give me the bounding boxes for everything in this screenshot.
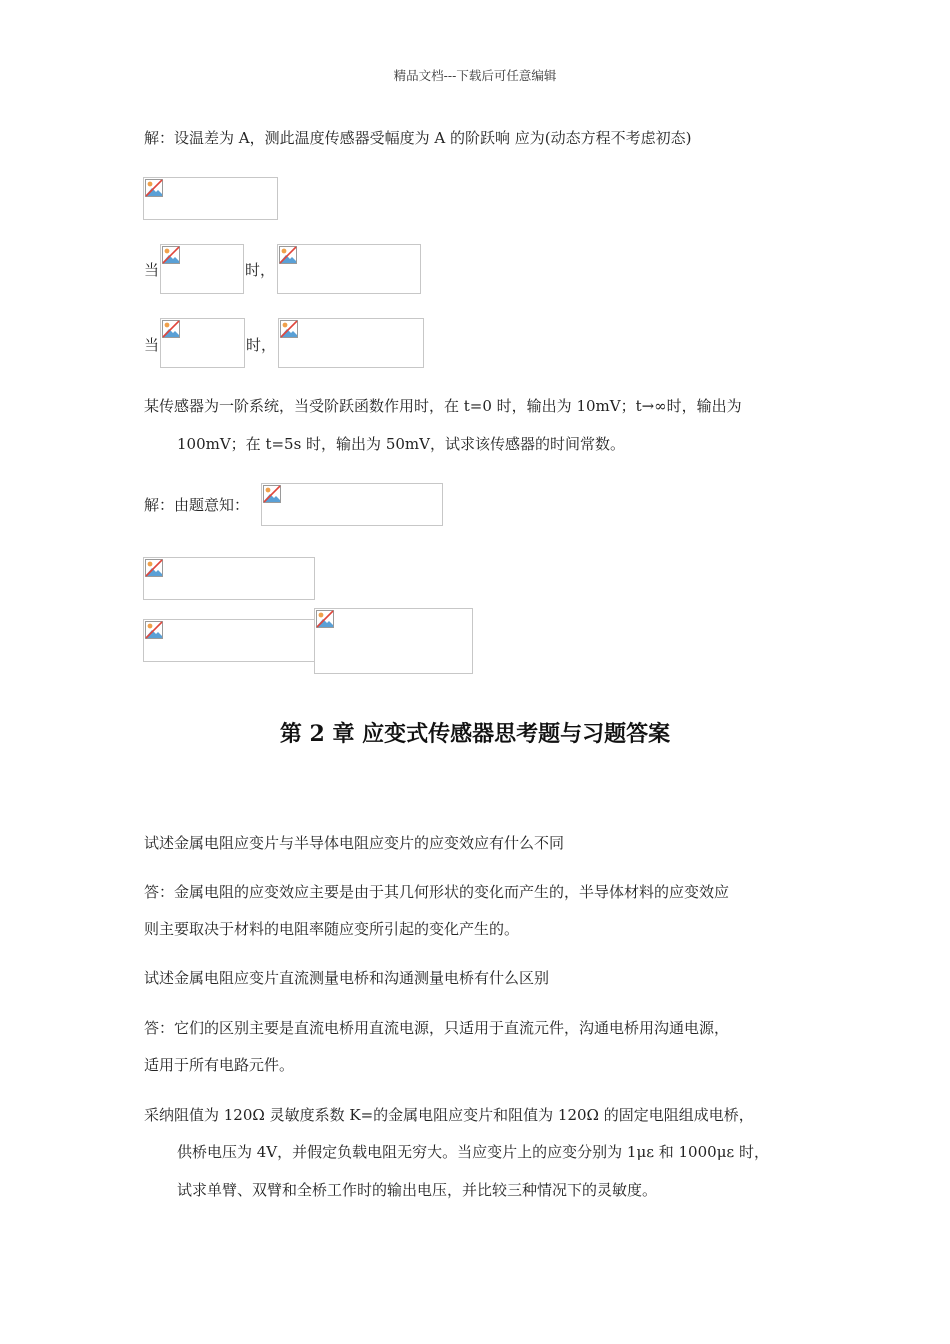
when-label: 当 xyxy=(144,261,160,279)
broken-image-icon xyxy=(279,246,297,264)
solution-paragraph-2: 解：由题意知： xyxy=(144,496,250,514)
problem-paragraph-line-1: 某传感器为一阶系统，当受阶跃函数作用时，在 t=0 时，输出为 10mV；t→∞时，输出为 xyxy=(144,397,742,415)
answer-2-line-1: 答：它们的区别主要是直流电桥用直流电源，只适用于直流元件，沟通电桥用沟通电源， xyxy=(144,1019,730,1037)
broken-image-icon xyxy=(145,621,163,639)
equation-image xyxy=(160,244,244,294)
question-3-line-1: 采纳阻值为 120Ω 灵敏度系数 K=的金属电阻应变片和阻值为 120Ω 的固定电阻组成电桥， xyxy=(144,1106,754,1124)
time-label: 时， xyxy=(246,336,277,354)
equation-image xyxy=(314,608,473,674)
question-1: 试述金属电阻应变片与半导体电阻应变片的应变效应有什么不同 xyxy=(144,834,565,852)
answer-1-line-2: 则主要取决于材料的电阻率随应变所引起的变化产生的。 xyxy=(144,920,520,938)
answer-2-line-2: 适用于所有电路元件。 xyxy=(144,1056,295,1074)
problem-paragraph-line-2: 100mV；在 t=5s 时，输出为 50mV，试求该传感器的时间常数。 xyxy=(177,435,625,453)
when-label: 当 xyxy=(144,336,160,354)
equation-image xyxy=(143,177,278,220)
broken-image-icon xyxy=(145,179,163,197)
broken-image-icon xyxy=(316,610,334,628)
question-3-line-2: 供桥电压为 4V，并假定负载电阻无穷大。当应变片上的应变分别为 1με 和 1000με 时， xyxy=(177,1143,769,1161)
broken-image-icon xyxy=(263,485,281,503)
broken-image-icon xyxy=(162,246,180,264)
page-header: 精品文档---下载后可任意编辑 xyxy=(393,68,557,83)
equation-image xyxy=(143,619,315,662)
broken-image-icon xyxy=(280,320,298,338)
chapter-title: 第 2 章 应变式传感器思考题与习题答案 xyxy=(279,721,671,747)
equation-image xyxy=(278,318,424,368)
question-3-line-3: 试求单臂、双臂和全桥工作时的输出电压，并比较三种情况下的灵敏度。 xyxy=(177,1181,658,1199)
equation-image xyxy=(277,244,421,294)
equation-image xyxy=(261,483,443,526)
answer-1-line-1: 答：金属电阻的应变效应主要是由于其几何形状的变化而产生的，半导体材料的应变效应 xyxy=(144,883,730,901)
question-2: 试述金属电阻应变片直流测量电桥和沟通测量电桥有什么区别 xyxy=(144,969,550,987)
time-label: 时， xyxy=(245,261,276,279)
equation-image xyxy=(160,318,245,368)
solution-paragraph-1: 解：设温差为 A，测此温度传感器受幅度为 A 的阶跃响 应为(动态方程不考虑初态) xyxy=(144,129,692,147)
broken-image-icon xyxy=(145,559,163,577)
equation-image xyxy=(143,557,315,600)
broken-image-icon xyxy=(162,320,180,338)
